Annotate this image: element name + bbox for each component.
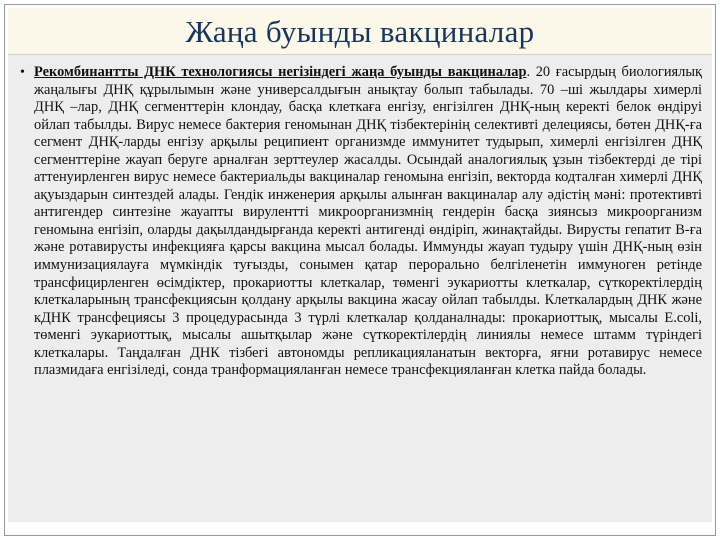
bullet-paragraph — [20, 64, 702, 380]
lead-heading: Рекомбинантты ДНК технологиясы негізіндегі жаңа буынды вакциналар — [34, 64, 527, 80]
slide-title: Жаңа буынды вакциналар — [185, 14, 535, 49]
body-text: . 20 ғасырдың биологиялық жаңалығы ДНҚ құрылымын және универсалдығын анықтау болып табылады. 70 –ші жылдары химерлі ДНҚ –лар, ДНҚ сегменттерін клондау, басқа клеткаға енгізу, енгізілген ДНҚ-ның керекті белок өндіруі ойлап табылды. Вирус немесе бактерия геномынан ДНҚ тізбектерінің селективті делециясы, бөтен ДНҚ-ға сегмент ДНҚ-ларды енгізу арқылы реципиент организмде иммунитет тудырып, химерлі енгізілген ДНҚ сегменттеріне жауап беруге арналған зерттеулер жасалды. Осындай аналогиялық ұзын тізбектерді де тірі аттенуирленген вирус немесе бактериальды вакциналар геномына енгізіп, векторда кодталған химерлі ДНҚ ақуыздарын синтездей алады. Гендік инженерия арқылы алынған вакциналар алу әдістің мәні: протективті антигендер синтезіне жауапты вирулентті микроорганизмнің гендерін басқа зиянсыз микроорганизм геномына енгізіп, оларды дақылдандырғанда керекті антигенді өндіріп, жинақтайды. Вирусты гепатит В-ға және ротавирусты инфекцияға қарсы вакцина мысал болады. Иммунды жауап тудыру үшін ДНҚ-ның өзін иммунизациялауға мүмкіндік туғызды, сонымен қатар перорально белгіленетін иммуноген ретінде трансфицирленген өсімдіктер, прокариотты клеткалар, төменгі эукариотты клеткалар, сүткоректілердің клеткаларының трансфекциясын қолдану арқылы вакцина жасау ойлап табылды. Клеткалардың ДНК және кДНК трансфециясы 3 процедурасында 3 түрлі клеткалар қолданалнады: прокариоттық, мысалы E.coli, төменгі эукариоттық, мысалы ашытқылар және сүткоректілердің линиялы немесе штамм түріндегі клеткалары. Таңдалған ДНК тізбегі автономды репликацияланатын векторға, яғни ротавирус немесе плазмидаға енгізіледі, сонда транформацияланған немесе трансфекцияланған клетка пайда болады. — [34, 64, 702, 379]
title-bar — [8, 8, 712, 55]
bullet-marker: • — [20, 65, 25, 80]
content-box — [8, 55, 712, 522]
